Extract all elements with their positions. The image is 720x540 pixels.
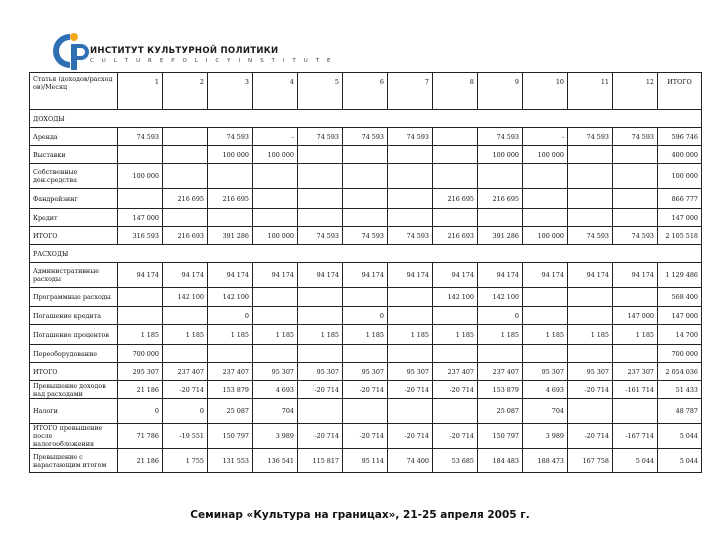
total-cell: 14 700 xyxy=(658,325,702,345)
seminar-footer: Семинар «Культура на границах», 21-25 апреля 2005 г. xyxy=(190,509,530,521)
value-cell xyxy=(253,164,298,189)
value-cell xyxy=(568,345,613,363)
value-cell: 0 xyxy=(163,399,208,424)
section-row xyxy=(30,110,702,128)
value-cell xyxy=(523,189,568,209)
value-cell: 216 695 xyxy=(208,189,253,209)
table-row xyxy=(30,288,702,307)
value-cell: 100 000 xyxy=(523,227,568,245)
value-cell xyxy=(568,288,613,307)
value-cell: 704 xyxy=(253,399,298,424)
total-cell: 1 129 486 xyxy=(658,263,702,288)
value-cell xyxy=(523,209,568,227)
value-cell: -20 714 xyxy=(568,381,613,399)
value-cell: 21 186 xyxy=(118,449,163,473)
value-cell xyxy=(298,164,343,189)
value-cell: 216 695 xyxy=(163,189,208,209)
value-cell: 74 593 xyxy=(388,227,433,245)
row-label: ИТОГО превышение после налогообложения xyxy=(30,424,118,449)
value-cell: 95 114 xyxy=(343,449,388,473)
total-cell: 5 044 xyxy=(658,424,702,449)
value-cell: -167 714 xyxy=(613,424,658,449)
value-cell: -20 714 xyxy=(298,424,343,449)
row-label: Административные расходы xyxy=(30,263,118,288)
value-cell: 74 593 xyxy=(208,128,253,146)
value-cell xyxy=(298,146,343,164)
table-row xyxy=(30,399,702,424)
value-cell: 147 000 xyxy=(613,307,658,325)
value-cell: 94 174 xyxy=(118,263,163,288)
value-cell xyxy=(613,399,658,424)
value-cell: 0 xyxy=(343,307,388,325)
value-cell: 100 000 xyxy=(478,146,523,164)
value-cell xyxy=(433,128,478,146)
value-cell: - xyxy=(523,128,568,146)
value-cell xyxy=(208,209,253,227)
row-label: Налоги xyxy=(30,399,118,424)
institute-logo xyxy=(44,30,334,74)
value-cell: -20 714 xyxy=(388,424,433,449)
table-row xyxy=(30,345,702,363)
value-cell: -19 551 xyxy=(163,424,208,449)
value-cell xyxy=(163,146,208,164)
value-cell: -20 714 xyxy=(298,381,343,399)
header-cell: 3 xyxy=(208,73,253,110)
value-cell: 74 593 xyxy=(343,128,388,146)
value-cell: 74 593 xyxy=(118,128,163,146)
value-cell: 184 483 xyxy=(478,449,523,473)
value-cell xyxy=(343,164,388,189)
total-cell: 700 000 xyxy=(658,345,702,363)
table-row xyxy=(30,325,702,345)
value-cell xyxy=(343,399,388,424)
value-cell xyxy=(253,209,298,227)
value-cell: 237 307 xyxy=(613,363,658,381)
value-cell xyxy=(208,164,253,189)
value-cell: 95 307 xyxy=(568,363,613,381)
value-cell: 216 693 xyxy=(163,227,208,245)
value-cell: - xyxy=(253,128,298,146)
value-cell xyxy=(298,189,343,209)
total-cell: 147 000 xyxy=(658,209,702,227)
value-cell xyxy=(523,307,568,325)
value-cell xyxy=(298,307,343,325)
value-cell xyxy=(388,399,433,424)
value-cell: -20 714 xyxy=(343,381,388,399)
row-label: Фандрейзинг xyxy=(30,189,118,209)
table-row xyxy=(30,263,702,288)
value-cell: -20 714 xyxy=(433,381,478,399)
value-cell xyxy=(298,288,343,307)
value-cell: 4 693 xyxy=(253,381,298,399)
value-cell: 131 553 xyxy=(208,449,253,473)
value-cell xyxy=(343,189,388,209)
value-cell xyxy=(523,164,568,189)
value-cell: 100 000 xyxy=(253,227,298,245)
value-cell: 1 185 xyxy=(433,325,478,345)
value-cell: -20 714 xyxy=(163,381,208,399)
row-label: Переоборудование xyxy=(30,345,118,363)
table-row xyxy=(30,164,702,189)
value-cell: 95 307 xyxy=(253,363,298,381)
value-cell: 237 407 xyxy=(208,363,253,381)
value-cell: 1 185 xyxy=(568,325,613,345)
value-cell: 150 797 xyxy=(478,424,523,449)
total-cell: 100 000 xyxy=(658,164,702,189)
value-cell: 1 185 xyxy=(523,325,568,345)
value-cell: 150 797 xyxy=(208,424,253,449)
value-cell: 142 100 xyxy=(478,288,523,307)
value-cell xyxy=(613,146,658,164)
value-cell: 1 185 xyxy=(253,325,298,345)
value-cell: 153 879 xyxy=(478,381,523,399)
value-cell: 95 307 xyxy=(298,363,343,381)
value-cell: 3 989 xyxy=(253,424,298,449)
total-cell: 400 000 xyxy=(658,146,702,164)
value-cell: 94 174 xyxy=(568,263,613,288)
table-row xyxy=(30,209,702,227)
table-row xyxy=(30,189,702,209)
value-cell: 237 407 xyxy=(163,363,208,381)
value-cell xyxy=(163,209,208,227)
value-cell: 100 000 xyxy=(118,164,163,189)
header-cell: ИТОГО xyxy=(658,73,702,110)
value-cell xyxy=(523,345,568,363)
value-cell xyxy=(568,189,613,209)
row-label: Превышение с нарастающим итогом xyxy=(30,449,118,473)
table-row xyxy=(30,449,702,473)
value-cell: -20 714 xyxy=(433,424,478,449)
value-cell xyxy=(388,146,433,164)
value-cell xyxy=(163,164,208,189)
value-cell: 5 044 xyxy=(613,449,658,473)
value-cell xyxy=(298,209,343,227)
total-cell: 2 054 036 xyxy=(658,363,702,381)
value-cell: 53 685 xyxy=(433,449,478,473)
value-cell xyxy=(568,164,613,189)
value-cell: 94 174 xyxy=(208,263,253,288)
row-label: Превышение доходов над расходами xyxy=(30,381,118,399)
value-cell xyxy=(298,399,343,424)
value-cell: 94 174 xyxy=(523,263,568,288)
value-cell: 74 593 xyxy=(613,128,658,146)
value-cell xyxy=(433,345,478,363)
header-cell: 7 xyxy=(388,73,433,110)
value-cell: 136 541 xyxy=(253,449,298,473)
value-cell: 142 100 xyxy=(433,288,478,307)
value-cell xyxy=(163,345,208,363)
value-cell: 237 407 xyxy=(478,363,523,381)
table-row xyxy=(30,363,702,381)
row-label: Собственные ден.средства xyxy=(30,164,118,189)
total-cell: 596 746 xyxy=(658,128,702,146)
value-cell xyxy=(568,146,613,164)
value-cell: -20 714 xyxy=(343,424,388,449)
value-cell: 74 593 xyxy=(568,128,613,146)
value-cell: 74 400 xyxy=(388,449,433,473)
value-cell: 1 185 xyxy=(388,325,433,345)
value-cell: 4 693 xyxy=(523,381,568,399)
header-cell: 6 xyxy=(343,73,388,110)
value-cell xyxy=(118,189,163,209)
value-cell xyxy=(613,288,658,307)
value-cell: 295 307 xyxy=(118,363,163,381)
value-cell: 237 407 xyxy=(433,363,478,381)
value-cell xyxy=(388,345,433,363)
total-cell: 866 777 xyxy=(658,189,702,209)
value-cell xyxy=(433,209,478,227)
value-cell: 94 174 xyxy=(163,263,208,288)
value-cell: 316 593 xyxy=(118,227,163,245)
header-row xyxy=(30,73,702,110)
row-label: ИТОГО xyxy=(30,227,118,245)
value-cell: 1 185 xyxy=(163,325,208,345)
value-cell: 94 174 xyxy=(343,263,388,288)
table-row xyxy=(30,424,702,449)
value-cell: 391 286 xyxy=(208,227,253,245)
value-cell: 74 593 xyxy=(298,128,343,146)
value-cell xyxy=(388,209,433,227)
value-cell: 188 473 xyxy=(523,449,568,473)
value-cell: 704 xyxy=(523,399,568,424)
logo-subtitle: C U L T U R E P O L I C Y I N S T I T U T E xyxy=(90,58,334,64)
value-cell: 1 185 xyxy=(208,325,253,345)
cpi-logo-icon xyxy=(44,30,90,72)
value-cell: 100 000 xyxy=(208,146,253,164)
value-cell: 95 307 xyxy=(388,363,433,381)
header-cell: 10 xyxy=(523,73,568,110)
value-cell: 74 593 xyxy=(613,227,658,245)
header-cell: 8 xyxy=(433,73,478,110)
header-cell: 2 xyxy=(163,73,208,110)
value-cell xyxy=(523,288,568,307)
header-cell: 1 xyxy=(118,73,163,110)
value-cell: 216 693 xyxy=(433,227,478,245)
value-cell: 216 695 xyxy=(433,189,478,209)
header-cell: 12 xyxy=(613,73,658,110)
value-cell: 1 185 xyxy=(613,325,658,345)
value-cell: 142 100 xyxy=(163,288,208,307)
value-cell xyxy=(478,209,523,227)
value-cell xyxy=(433,146,478,164)
value-cell: 71 786 xyxy=(118,424,163,449)
total-cell: 147 000 xyxy=(658,307,702,325)
value-cell: 1 185 xyxy=(478,325,523,345)
value-cell: 1 185 xyxy=(118,325,163,345)
table-row xyxy=(30,128,702,146)
value-cell: 391 286 xyxy=(478,227,523,245)
value-cell: 1 755 xyxy=(163,449,208,473)
value-cell xyxy=(433,164,478,189)
table-row xyxy=(30,381,702,399)
value-cell xyxy=(163,128,208,146)
value-cell xyxy=(433,399,478,424)
value-cell xyxy=(568,307,613,325)
value-cell: 94 174 xyxy=(433,263,478,288)
value-cell xyxy=(253,307,298,325)
row-label: Погашение кредита xyxy=(30,307,118,325)
value-cell xyxy=(253,189,298,209)
value-cell xyxy=(163,307,208,325)
value-cell xyxy=(343,146,388,164)
logo-title: ИНСТИТУТ КУЛЬТУРНОЙ ПОЛИТИКИ xyxy=(90,46,279,56)
value-cell: 167 758 xyxy=(568,449,613,473)
value-cell: 94 174 xyxy=(253,263,298,288)
value-cell: 147 000 xyxy=(118,209,163,227)
value-cell: 74 593 xyxy=(388,128,433,146)
total-cell: 48 787 xyxy=(658,399,702,424)
value-cell xyxy=(388,307,433,325)
value-cell xyxy=(388,288,433,307)
header-cell: 5 xyxy=(298,73,343,110)
value-cell xyxy=(613,164,658,189)
value-cell xyxy=(568,399,613,424)
header-cell: 4 xyxy=(253,73,298,110)
value-cell: 1 185 xyxy=(343,325,388,345)
value-cell: 0 xyxy=(118,399,163,424)
value-cell xyxy=(298,345,343,363)
section-label: РАСХОДЫ xyxy=(30,245,702,263)
section-label: ДОХОДЫ xyxy=(30,110,702,128)
budget-table xyxy=(29,72,702,473)
value-cell: 0 xyxy=(208,307,253,325)
value-cell xyxy=(433,307,478,325)
value-cell: 94 174 xyxy=(388,263,433,288)
value-cell: 1 185 xyxy=(298,325,343,345)
table-row xyxy=(30,146,702,164)
value-cell: 216 695 xyxy=(478,189,523,209)
value-cell: 700 000 xyxy=(118,345,163,363)
value-cell xyxy=(118,307,163,325)
header-cell: 9 xyxy=(478,73,523,110)
value-cell: 3 989 xyxy=(523,424,568,449)
value-cell xyxy=(118,288,163,307)
value-cell xyxy=(613,209,658,227)
value-cell xyxy=(613,189,658,209)
value-cell xyxy=(388,164,433,189)
value-cell: 25 087 xyxy=(208,399,253,424)
value-cell xyxy=(613,345,658,363)
total-cell: 2 105 518 xyxy=(658,227,702,245)
value-cell xyxy=(118,146,163,164)
header-cell: 11 xyxy=(568,73,613,110)
value-cell xyxy=(253,288,298,307)
value-cell: 21 186 xyxy=(118,381,163,399)
total-cell: 568 400 xyxy=(658,288,702,307)
value-cell: -20 714 xyxy=(388,381,433,399)
table-row xyxy=(30,227,702,245)
table-row xyxy=(30,307,702,325)
value-cell xyxy=(568,209,613,227)
value-cell xyxy=(388,189,433,209)
value-cell: 94 174 xyxy=(298,263,343,288)
value-cell xyxy=(343,345,388,363)
value-cell: 94 174 xyxy=(613,263,658,288)
value-cell: 94 174 xyxy=(478,263,523,288)
value-cell xyxy=(253,345,298,363)
row-label: Аренда xyxy=(30,128,118,146)
value-cell xyxy=(208,345,253,363)
value-cell: 74 593 xyxy=(298,227,343,245)
value-cell xyxy=(343,288,388,307)
total-cell: 5 044 xyxy=(658,449,702,473)
section-row xyxy=(30,245,702,263)
header-label-cell: Статья (доходов/расходов)/Месяц xyxy=(30,73,118,110)
value-cell: 115 817 xyxy=(298,449,343,473)
value-cell: 25 087 xyxy=(478,399,523,424)
row-label: ИТОГО xyxy=(30,363,118,381)
value-cell: 100 000 xyxy=(523,146,568,164)
row-label: Кредит xyxy=(30,209,118,227)
value-cell xyxy=(478,164,523,189)
value-cell: 142 100 xyxy=(208,288,253,307)
value-cell: 0 xyxy=(478,307,523,325)
value-cell: -20 714 xyxy=(568,424,613,449)
total-cell: 51 433 xyxy=(658,381,702,399)
value-cell: 74 593 xyxy=(568,227,613,245)
value-cell: 74 593 xyxy=(343,227,388,245)
value-cell: 100 000 xyxy=(253,146,298,164)
value-cell: 74 593 xyxy=(478,128,523,146)
value-cell xyxy=(478,345,523,363)
row-label: Программные расходы xyxy=(30,288,118,307)
value-cell xyxy=(343,209,388,227)
row-label: Выставки xyxy=(30,146,118,164)
row-label: Погашение процентов xyxy=(30,325,118,345)
value-cell: 95 307 xyxy=(343,363,388,381)
value-cell: 95 307 xyxy=(523,363,568,381)
value-cell: 153 879 xyxy=(208,381,253,399)
value-cell: -161 714 xyxy=(613,381,658,399)
